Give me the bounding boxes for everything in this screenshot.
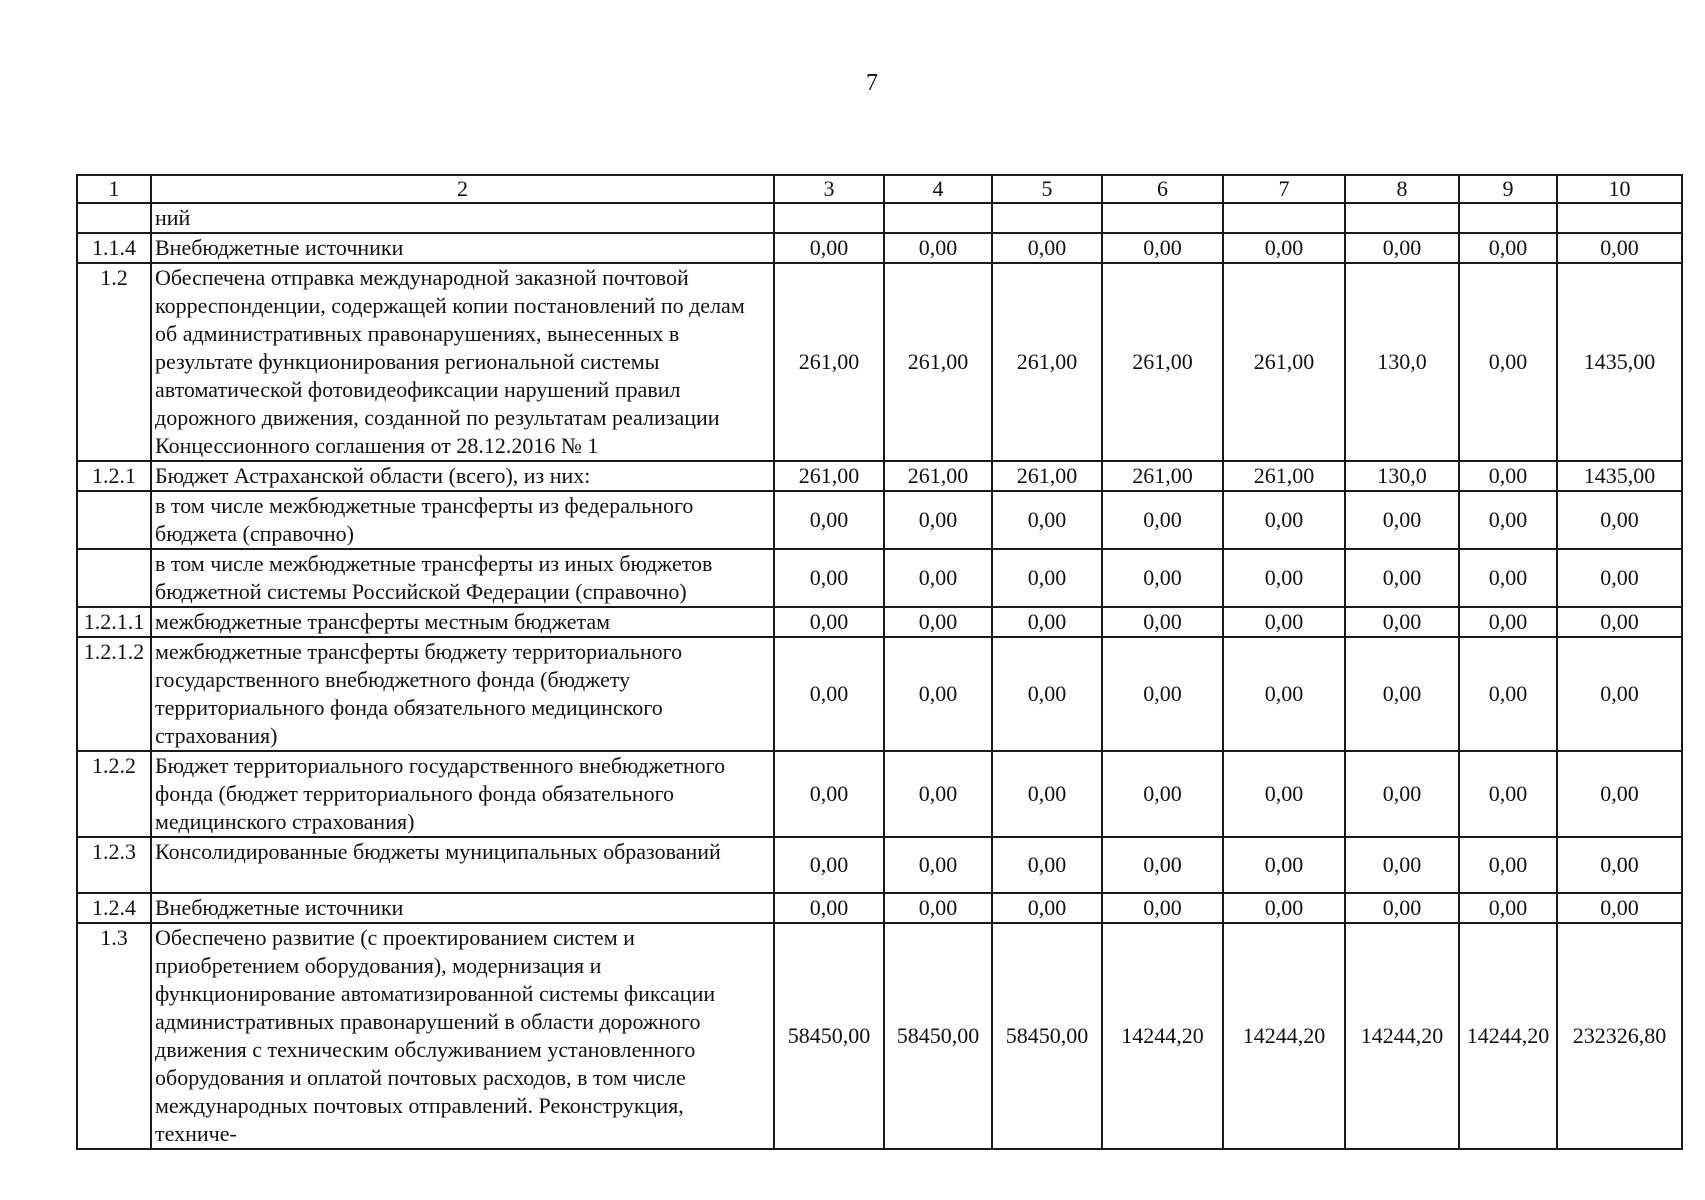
value-cell: 0,00: [1223, 233, 1345, 263]
value-cell: 0,00: [1459, 491, 1557, 549]
row-description: ний: [151, 203, 774, 233]
value-cell: 0,00: [884, 751, 992, 837]
value-cell: 0,00: [1345, 637, 1459, 751]
row-description: Бюджет Астраханской области (всего), из них:: [151, 461, 774, 491]
value-cell: 0,00: [992, 637, 1102, 751]
value-cell: 261,00: [1223, 263, 1345, 461]
value-cell: 0,00: [992, 549, 1102, 607]
value-cell: 58450,00: [992, 923, 1102, 1149]
row-number: [77, 203, 151, 233]
value-cell: 0,00: [1102, 751, 1223, 837]
value-cell: [1223, 203, 1345, 233]
table-row: [77, 461, 1682, 491]
budget-table: [76, 174, 1683, 1150]
row-number: 1.3: [77, 923, 151, 1149]
value-cell: 14244,20: [1459, 923, 1557, 1149]
value-cell: 0,00: [992, 491, 1102, 549]
value-cell: 0,00: [1557, 751, 1682, 837]
value-cell: 0,00: [1223, 751, 1345, 837]
row-number: 1.2.4: [77, 893, 151, 923]
value-cell: 0,00: [992, 233, 1102, 263]
value-cell: 0,00: [1345, 233, 1459, 263]
header-cell: 4: [884, 175, 992, 203]
value-cell: 232326,80: [1557, 923, 1682, 1149]
row-description: в том числе межбюджетные трансферты из иных бюджетов бюджетной системы Российской Федерации (справочно): [151, 549, 774, 607]
value-cell: 0,00: [774, 549, 884, 607]
value-cell: [1102, 203, 1223, 233]
value-cell: [1345, 203, 1459, 233]
value-cell: 0,00: [1557, 491, 1682, 549]
value-cell: 0,00: [884, 837, 992, 893]
value-cell: 0,00: [774, 491, 884, 549]
row-description: Бюджет территориального государственного внебюджетного фонда (бюджет территориального фонда обязательного медицинского страхования): [151, 751, 774, 837]
value-cell: 14244,20: [1345, 923, 1459, 1149]
header-cell: 10: [1557, 175, 1682, 203]
value-cell: 0,00: [774, 837, 884, 893]
value-cell: 0,00: [774, 233, 884, 263]
value-cell: 14244,20: [1102, 923, 1223, 1149]
header-cell: 9: [1459, 175, 1557, 203]
value-cell: 0,00: [884, 893, 992, 923]
table-row: [77, 837, 1682, 893]
value-cell: 0,00: [1345, 607, 1459, 637]
row-description: межбюджетные трансферты бюджету территориального государственного внебюджетного фонда (бюджету территориального фонда обязательного медицинского страхования): [151, 637, 774, 751]
value-cell: 130,0: [1345, 461, 1459, 491]
value-cell: 14244,20: [1223, 923, 1345, 1149]
value-cell: 261,00: [774, 263, 884, 461]
value-cell: 0,00: [1459, 637, 1557, 751]
header-cell: 6: [1102, 175, 1223, 203]
header-cell: 5: [992, 175, 1102, 203]
value-cell: 0,00: [884, 491, 992, 549]
value-cell: 0,00: [1345, 549, 1459, 607]
value-cell: 0,00: [1557, 893, 1682, 923]
value-cell: 0,00: [1459, 751, 1557, 837]
value-cell: 0,00: [1102, 549, 1223, 607]
value-cell: 0,00: [1102, 837, 1223, 893]
table-row: [77, 491, 1682, 549]
value-cell: 0,00: [1102, 491, 1223, 549]
value-cell: [774, 203, 884, 233]
row-description: в том числе межбюджетные трансферты из федерального бюджета (справочно): [151, 491, 774, 549]
value-cell: 0,00: [1345, 751, 1459, 837]
value-cell: 0,00: [884, 233, 992, 263]
table-row: [77, 263, 1682, 461]
table-row: [77, 233, 1682, 263]
value-cell: 261,00: [884, 461, 992, 491]
row-number: 1.2.3: [77, 837, 151, 893]
page-number: 7: [866, 70, 878, 96]
value-cell: 0,00: [1223, 893, 1345, 923]
value-cell: 1435,00: [1557, 461, 1682, 491]
value-cell: 0,00: [1345, 491, 1459, 549]
value-cell: 0,00: [992, 751, 1102, 837]
value-cell: 58450,00: [774, 923, 884, 1149]
value-cell: 0,00: [1557, 549, 1682, 607]
value-cell: 0,00: [1102, 233, 1223, 263]
value-cell: 261,00: [1223, 461, 1345, 491]
value-cell: 0,00: [1223, 549, 1345, 607]
table-row: [77, 203, 1682, 233]
value-cell: 58450,00: [884, 923, 992, 1149]
row-number: [77, 491, 151, 549]
value-cell: 0,00: [1459, 263, 1557, 461]
value-cell: 0,00: [774, 637, 884, 751]
value-cell: 0,00: [774, 607, 884, 637]
row-number: 1.2.1.1: [77, 607, 151, 637]
value-cell: 0,00: [884, 637, 992, 751]
value-cell: 0,00: [1345, 893, 1459, 923]
value-cell: 0,00: [1459, 461, 1557, 491]
row-description: Консолидированные бюджеты муниципальных образований: [151, 837, 774, 893]
row-number: 1.2.1: [77, 461, 151, 491]
table-row: [77, 549, 1682, 607]
value-cell: 0,00: [1459, 837, 1557, 893]
value-cell: 0,00: [1223, 491, 1345, 549]
value-cell: 0,00: [1459, 893, 1557, 923]
value-cell: 1435,00: [1557, 263, 1682, 461]
value-cell: 0,00: [1557, 607, 1682, 637]
value-cell: 0,00: [1557, 837, 1682, 893]
value-cell: 0,00: [992, 893, 1102, 923]
value-cell: 0,00: [884, 549, 992, 607]
value-cell: 0,00: [1557, 233, 1682, 263]
value-cell: 0,00: [1345, 837, 1459, 893]
value-cell: 0,00: [1102, 607, 1223, 637]
value-cell: 0,00: [1102, 893, 1223, 923]
value-cell: 0,00: [1223, 837, 1345, 893]
header-cell: 1: [77, 175, 151, 203]
row-description: Внебюджетные источники: [151, 233, 774, 263]
value-cell: [884, 203, 992, 233]
value-cell: 0,00: [884, 607, 992, 637]
value-cell: 0,00: [992, 607, 1102, 637]
row-number: [77, 549, 151, 607]
value-cell: [992, 203, 1102, 233]
row-description: Обеспечено развитие (с проектированием систем и приобретением оборудования), модернизация и функционирование автоматизированной системы фиксации административных правонарушений в области дорожного движения с техническим обслуживанием установленного оборудования и оплатой почтовых расходов, в том числе международных почтовых отправлений. Реконструкция, техниче-: [151, 923, 774, 1149]
value-cell: 261,00: [992, 461, 1102, 491]
value-cell: 261,00: [1102, 461, 1223, 491]
row-number: 1.2: [77, 263, 151, 461]
table-row: [77, 751, 1682, 837]
row-description: Обеспечена отправка международной заказной почтовой корреспонденции, содержащей копии постановлений по делам об административных правонарушениях, вынесенных в результате функционирования региональной системы автоматической фотовидеофиксации нарушений правил дорожного движения, созданной по результатам реализации Концессионного соглашения от 28.12.2016 № 1: [151, 263, 774, 461]
value-cell: 0,00: [1459, 549, 1557, 607]
header-cell: 2: [151, 175, 774, 203]
table-row: [77, 607, 1682, 637]
row-description: межбюджетные трансферты местным бюджетам: [151, 607, 774, 637]
row-description: Внебюджетные источники: [151, 893, 774, 923]
header-cell: 7: [1223, 175, 1345, 203]
value-cell: 0,00: [992, 837, 1102, 893]
header-cell: 8: [1345, 175, 1459, 203]
value-cell: 261,00: [1102, 263, 1223, 461]
value-cell: 0,00: [1223, 637, 1345, 751]
value-cell: [1557, 203, 1682, 233]
value-cell: 130,0: [1345, 263, 1459, 461]
value-cell: [1459, 203, 1557, 233]
table-row: [77, 637, 1682, 751]
value-cell: 0,00: [1102, 637, 1223, 751]
table-row: [77, 923, 1682, 1149]
value-cell: 0,00: [774, 893, 884, 923]
value-cell: 261,00: [774, 461, 884, 491]
table-header-row: [77, 175, 1682, 203]
value-cell: 0,00: [774, 751, 884, 837]
header-cell: 3: [774, 175, 884, 203]
row-number: 1.2.1.2: [77, 637, 151, 751]
value-cell: 0,00: [1459, 607, 1557, 637]
value-cell: 0,00: [1557, 637, 1682, 751]
value-cell: 0,00: [1223, 607, 1345, 637]
value-cell: 0,00: [1459, 233, 1557, 263]
row-number: 1.1.4: [77, 233, 151, 263]
value-cell: 261,00: [884, 263, 992, 461]
table-row: [77, 893, 1682, 923]
value-cell: 261,00: [992, 263, 1102, 461]
row-number: 1.2.2: [77, 751, 151, 837]
